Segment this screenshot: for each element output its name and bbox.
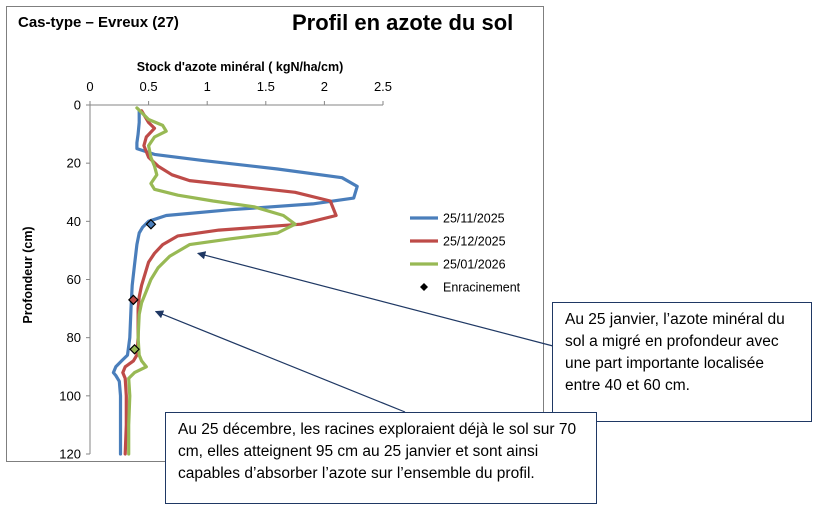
x-tick-label: 2.5 bbox=[373, 79, 393, 94]
x-tick-label: 0.5 bbox=[139, 79, 158, 94]
y-tick-label: 20 bbox=[66, 155, 81, 171]
y-tick-label: 120 bbox=[59, 446, 81, 462]
arrow-december bbox=[156, 311, 405, 412]
x-tick-label: 1.5 bbox=[256, 79, 275, 94]
annotation-callout-january: Au 25 janvier, l’azote minéral du sol a migré en profondeur avec une part importante localisée entre 40 et 60 cm. bbox=[552, 302, 812, 422]
case-label: Cas-type – Evreux (27) bbox=[18, 14, 179, 31]
x-tick-label: 0 bbox=[86, 79, 94, 94]
legend-label-3: 25/01/2026 bbox=[443, 257, 506, 272]
y-tick-label: 0 bbox=[73, 97, 81, 113]
legend-label-1: 25/11/2025 bbox=[443, 211, 505, 226]
annotation-arrows bbox=[156, 253, 553, 412]
x-tick-label: 2 bbox=[320, 79, 329, 94]
x-axis-title: Stock d'azote minéral ( kgN/ha/cm) bbox=[136, 60, 344, 74]
legend-label-2: 25/12/2025 bbox=[443, 234, 506, 249]
series-layer bbox=[113, 108, 357, 454]
axes bbox=[59, 79, 392, 462]
y-tick-label: 60 bbox=[66, 272, 81, 287]
legend bbox=[410, 212, 521, 295]
y-tick-label: 80 bbox=[66, 330, 81, 346]
annotation-callout-december: Au 25 décembre, les racines exploraient déjà le sol sur 70 cm, elles atteignent 95 cm au 25 janvier et sont ainsi capables d’absorber l’azote sur l’ensemble du profil. bbox=[165, 412, 597, 504]
legend-marker-swatch bbox=[420, 283, 428, 291]
y-axis-title: Profondeur (cm) bbox=[21, 226, 35, 324]
chart-title: Profil en azote du sol bbox=[292, 10, 514, 35]
series-line-3 bbox=[129, 108, 295, 454]
x-tick-label: 1 bbox=[203, 79, 211, 94]
y-tick-label: 100 bbox=[59, 388, 81, 404]
legend-label-marker: Enracinement bbox=[443, 280, 521, 295]
y-tick-label: 40 bbox=[66, 213, 81, 229]
